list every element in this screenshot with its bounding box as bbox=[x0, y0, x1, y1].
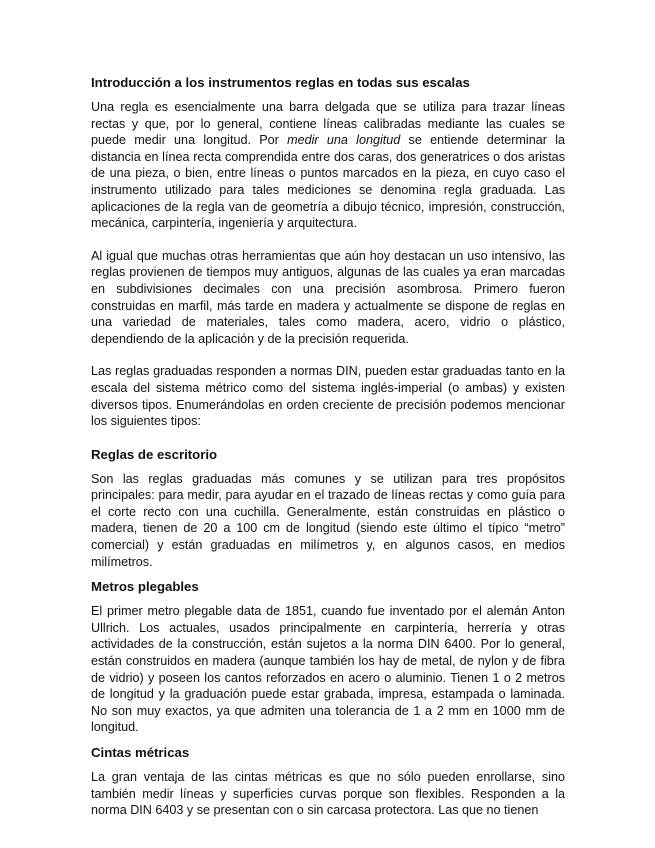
section-body-reglas-escritorio: Son las reglas graduadas más comunes y se utilizan para tres propósitos principales: para medir, para ayudar en el trazado de líneas rectas y como guía para el corte recto con una cuchilla. Generalmente, están construidas en plástico o madera, tienen de 20 a 100 cm de longitud (siendo este último el típico “metro” comercial) y están graduadas en milímetros y, en algunos casos, en medios milímetros. bbox=[91, 471, 565, 569]
intro-paragraph-1 bbox=[91, 99, 565, 232]
section-heading-metros-plegables: Metros plegables bbox=[91, 579, 199, 595]
intro-p1-emphasis: medir una longitud bbox=[287, 133, 401, 148]
intro-paragraph-3: Las reglas graduadas responden a normas DIN, pueden estar graduadas tanto en la escala del sistema métrico como del sistema inglés-imperial (o ambas) y existen diversos tipos. Enumerándolas en orden creciente de precisión podemos mencionar los siguientes tipos: bbox=[91, 364, 565, 429]
intro-p1-end: se entiende determinar la distancia en línea recta comprendida entre dos caras, dos generatrices o dos aristas de una pieza, o bien, entre líneas o puntos marcados en la pieza, en cuyo caso el instrumento utilizado para tales mediciones se denomina regla graduada. Las aplicaciones de la regla van de geometría a dibujo técnico, impresión, construcción, mecánica, carpintería, ingeniería y arquitectura. bbox=[91, 133, 565, 231]
document-page bbox=[91, 74, 565, 827]
intro-paragraph-2: Al igual que muchas otras herramientas que aún hoy destacan un uso intensivo, las reglas provienen de tiempos muy antiguos, algunas de las cuales ya eran marcadas en subdivisiones decimales con una precisión asombrosa. Primero fueron construidas en marfil, más tarde en madera y actualmente se dispone de reglas en una variedad de materiales, tales como madera, acero, vidrio o plástico, dependiendo de la aplicación y de la precisión requerida. bbox=[91, 248, 565, 346]
section-heading-cintas-metricas: Cintas métricas bbox=[91, 745, 190, 760]
section-body-metros-plegables: El primer metro plegable data de 1851, cuando fue inventado por el alemán Anton Ullrich. Los actuales, usados principalmente en carpintería, herrería y otras actividades de la construcción, están sujetos a la norma DIN 6400. Por lo general, están construidos en madera (aunque también los hay de metal, de nylon y de fibra de vidrio) y poseen los cantos reforzados en acero o aluminio. Tienen 1 o 2 metros de longitud y la graduación puede estar grabada, impresa, estampada o laminada. No son muy exactos, ya que admiten una tolerancia de 1 a 2 mm en 1000 mm de longitud. bbox=[91, 604, 565, 735]
intro-p1-start: Una regla es esencialmente una barra delgada que se utiliza para trazar líneas rectas y que, por lo general, contiene líneas calibradas mediante las cuales se puede medir una longitud. Por bbox=[91, 100, 565, 148]
section-body-cintas-metricas: La gran ventaja de las cintas métricas es que no sólo pueden enrollarse, sino también medir líneas y superficies curvas porque son flexibles. Responden a la norma DIN 6403 y se presentan con o sin carcasa protectora. Las que no tienen bbox=[91, 770, 565, 818]
section-heading-reglas-escritorio: Reglas de escritorio bbox=[91, 446, 218, 462]
document-title: Introducción a los instrumentos reglas en todas sus escalas bbox=[91, 75, 470, 90]
